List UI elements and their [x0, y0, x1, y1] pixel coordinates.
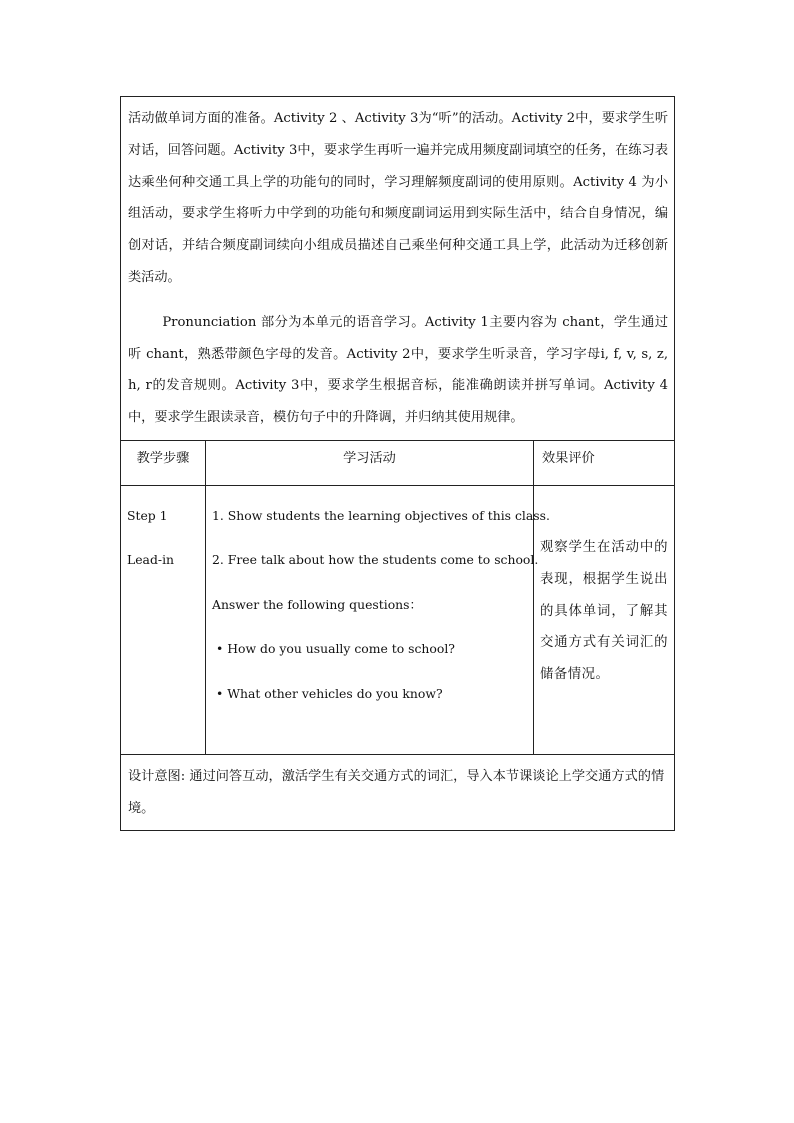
- design-row: [121, 754, 675, 830]
- step-row: [121, 485, 675, 754]
- design-cell: [121, 754, 675, 830]
- activities-cell: [206, 485, 550, 754]
- step-name: Lead-in: [127, 552, 175, 568]
- intro-paragraph-pronunciation: Pronunciation 部分为本单元的语音学习。Activity 1主要内容为 chant，学生通过听 chant，熟悉带颜色字母的发音。Activity 2中，要求学生听录音，学习字母i, f, v, s, z, h, r的发音规则。Activity 3中，要求学生根据音标，能准确朗读并拼写单词。Activity 4中，要求学生跟读录音，模仿句子中的升降调，并归纳其使用规律。: [128, 314, 669, 426]
- evaluation-cell: [534, 485, 675, 754]
- activity-item: 2. Free talk about how the students come to school.: [212, 552, 539, 568]
- header-cell-activities: [206, 440, 534, 485]
- header-cell-evaluation: [534, 440, 675, 485]
- intro-paragraph-activities: 活动做单词方面的准备。Activity 2 、Activity 3为“听”的活动。Activity 2中，要求学生听对话，回答问题。Activity 3中，要求学生再听一遍并完成用频度副词填空的任务，在练习表达乘坐何种交通工具上学的功能句的同时，学习理解频度副词的使用原则。Activity 4 为小组活动，要求学生将听力中学到的功能句和频度副词运用到实际生活中，结合自身情况，编创对话，并结合频度副词续向小组成员描述自己乘坐何种交通工具上学，此活动为迁移创新类活动。: [128, 111, 669, 285]
- design-intent-text: 设计意图: 通过问答互动，激活学生有关交通方式的词汇，导入本节课谈论上学交通方式的情境。: [128, 768, 665, 816]
- header-activities-label: 学习活动: [343, 450, 396, 466]
- activity-item: Answer the following questions：: [212, 596, 422, 612]
- evaluation-text: 观察学生在活动中的表现，根据学生说出的具体单词，了解其交通方式有关词汇的储备情况。: [540, 539, 669, 683]
- header-cell-steps: [121, 440, 206, 485]
- question-item: • How do you usually come to school?: [216, 641, 455, 657]
- header-steps-label: 教学步骤: [136, 450, 190, 466]
- activity-item: 1. Show students the learning objectives of this class.: [212, 507, 550, 523]
- header-evaluation-label: 效果评价: [542, 450, 595, 466]
- intro-row: [121, 97, 675, 441]
- lesson-plan-table: [120, 96, 675, 831]
- header-row: [121, 440, 675, 485]
- intro-cell: [121, 97, 675, 441]
- step-cell: [121, 485, 206, 754]
- step-number: Step 1: [127, 507, 168, 523]
- question-item: • What other vehicles do you know?: [216, 685, 443, 701]
